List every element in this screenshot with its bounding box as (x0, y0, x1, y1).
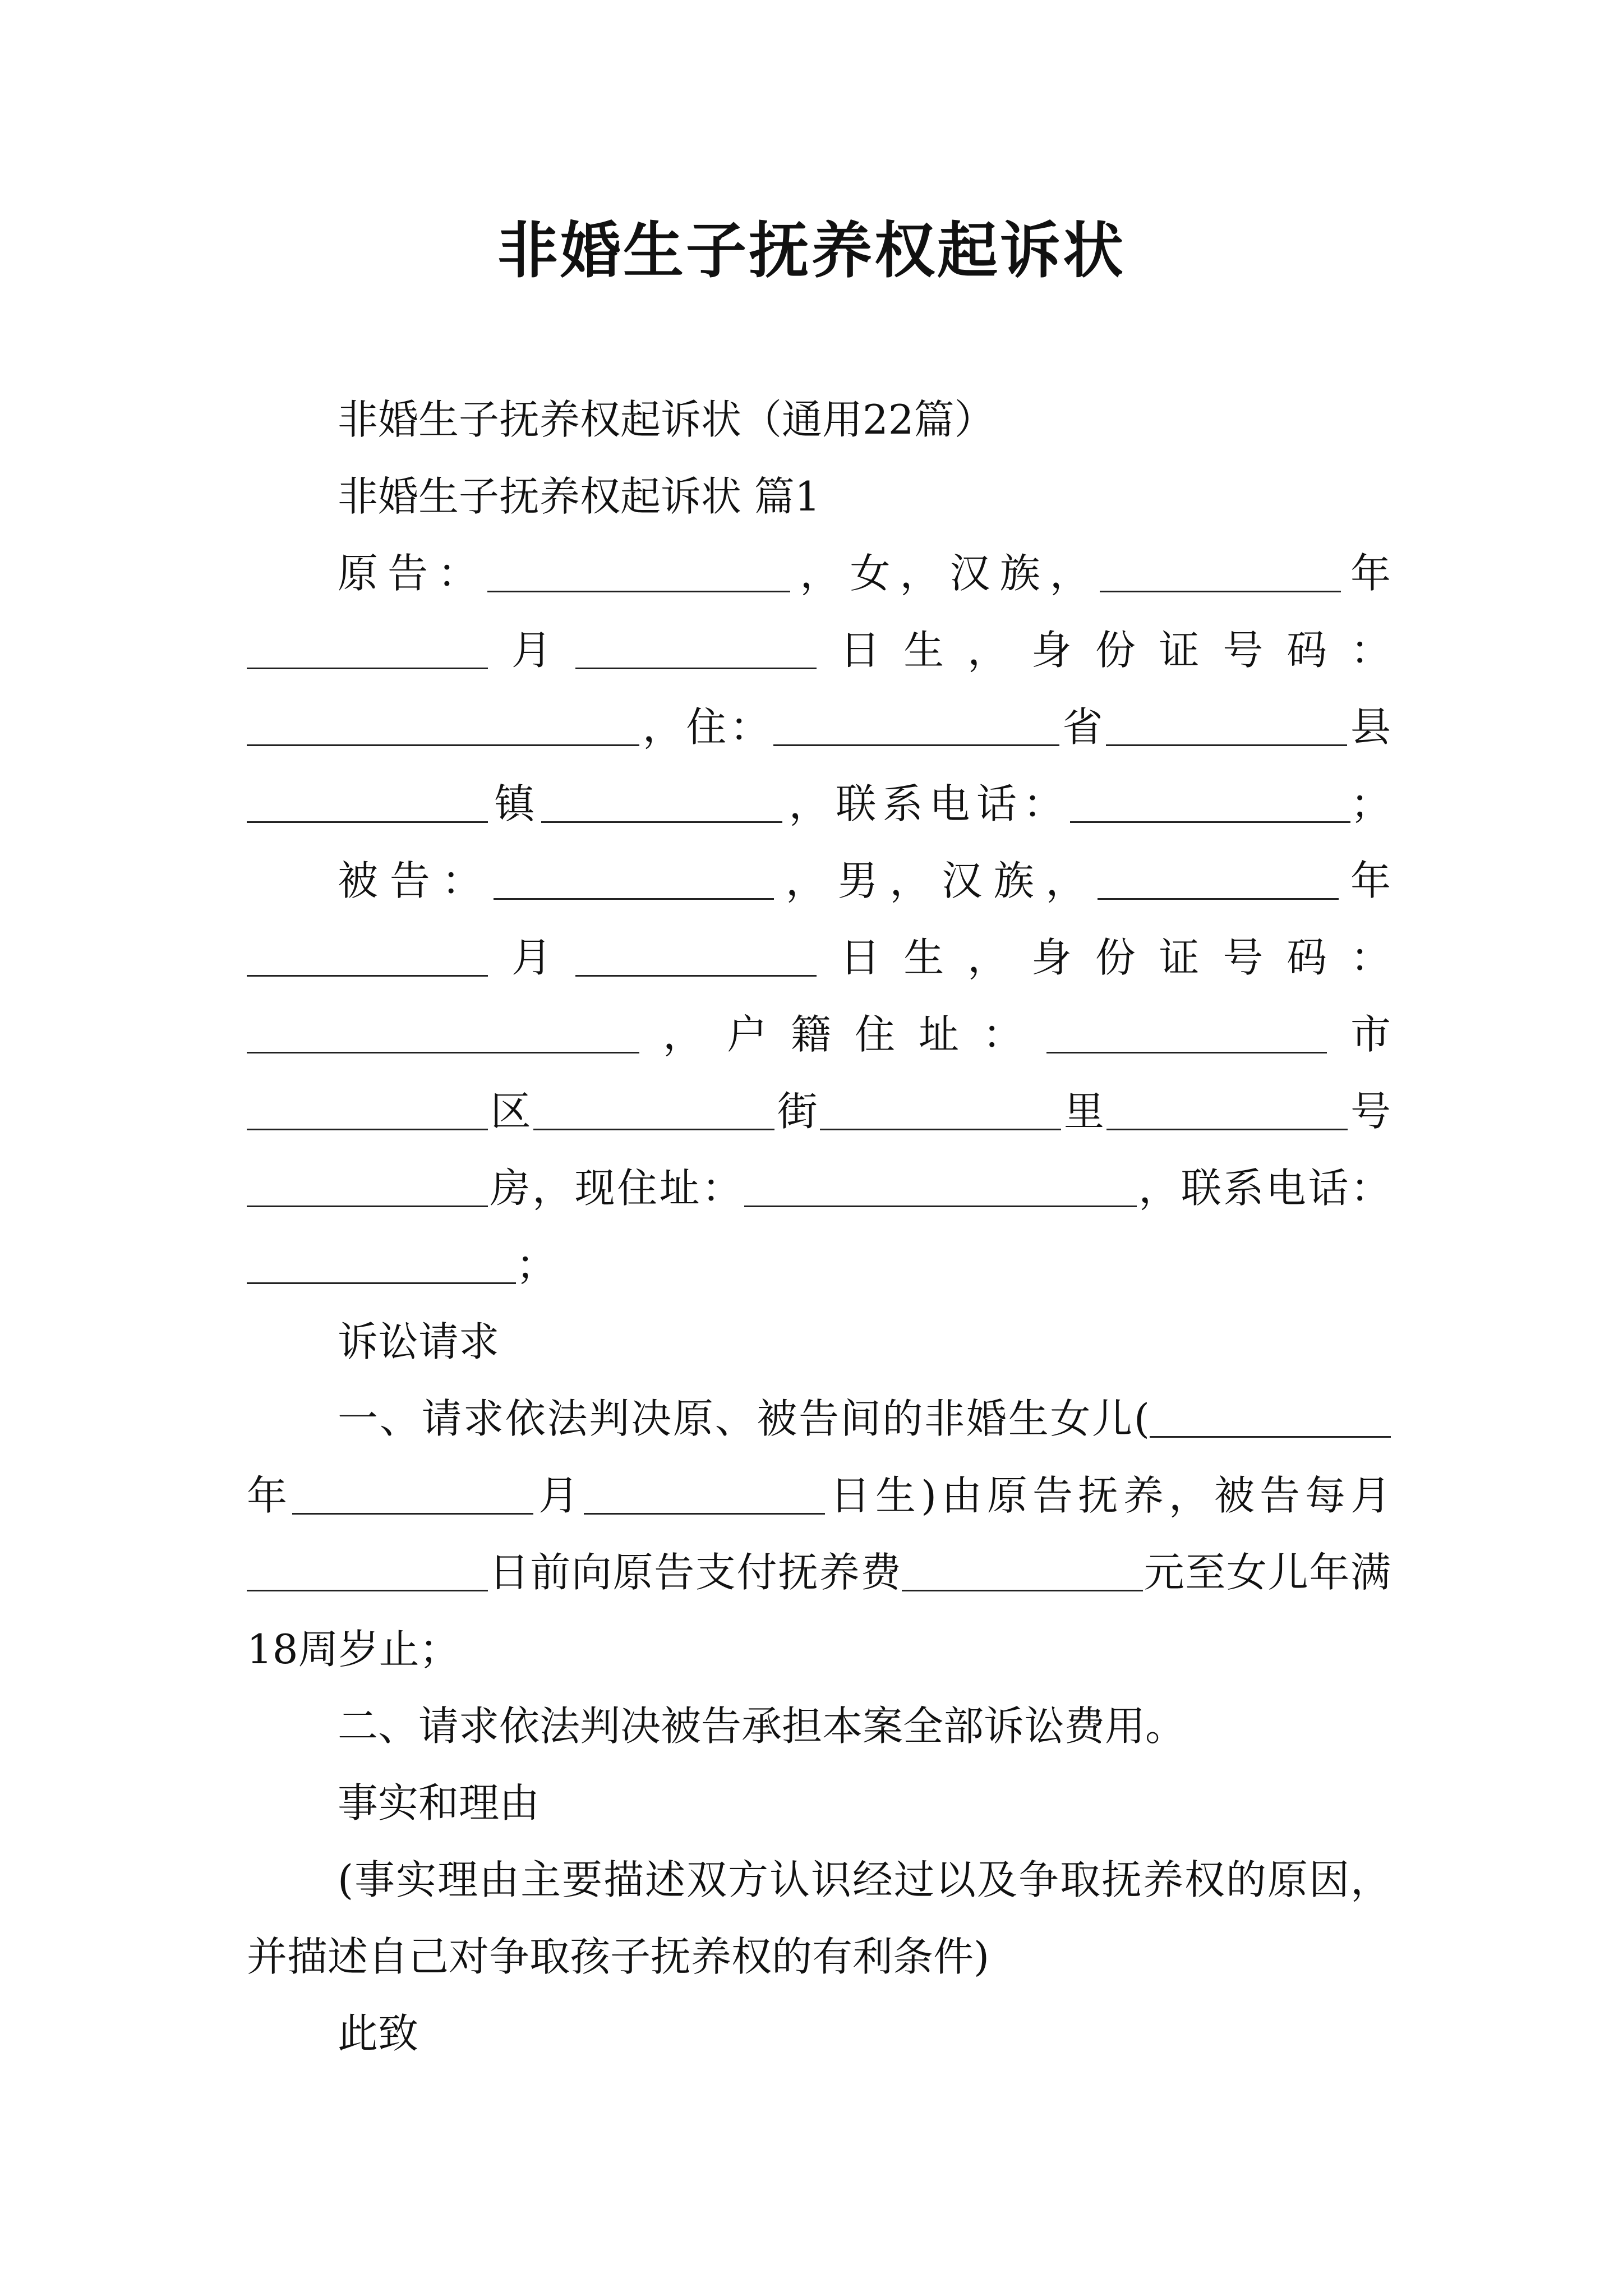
defendant-city-blank[interactable] (1046, 1013, 1327, 1053)
plaintiff-year-label: 年 (1340, 550, 1391, 597)
defendant-id-blank[interactable] (247, 1013, 639, 1053)
document-body (247, 381, 1391, 2072)
facts-note: (事实理由主要描述双方认识经过以及争取抚养权的原因，并描述自己对争取孩子抚养权的有利条件) (247, 1856, 1391, 1980)
plaintiff-month-label: 月 (488, 627, 575, 674)
defendant-end: ； (516, 1241, 557, 1289)
claim-1-month-blank[interactable] (292, 1474, 533, 1514)
claim-1-text-d: 元至女儿年满18周岁止； (247, 1549, 1391, 1673)
defendant-birth-id-label: 日生，身份证号码： (816, 934, 1391, 981)
document-title: 非婚生子抚养权起诉状 (497, 216, 1126, 286)
plaintiff-village-blank[interactable] (541, 783, 782, 822)
plaintiff-name-blank[interactable] (487, 552, 790, 592)
defendant-paragraph (247, 843, 1391, 1304)
defendant-street-blank[interactable] (533, 1090, 774, 1130)
defendant-current-address-blank[interactable] (744, 1167, 1137, 1207)
plaintiff-address-label: ，住： (639, 703, 773, 751)
plaintiff-town-label: 镇 (488, 780, 542, 827)
claim-1-amount-blank[interactable] (902, 1551, 1143, 1591)
claim-1-year-label: 年 (247, 1472, 292, 1519)
plaintiff-end: ； (1350, 780, 1391, 827)
plaintiff-county-blank[interactable] (1106, 706, 1347, 746)
plaintiff-year-blank[interactable] (1100, 552, 1341, 592)
defendant-phone-label: ，联系电话： (1136, 1165, 1391, 1212)
defendant-room-blank[interactable] (247, 1167, 488, 1207)
plaintiff-month-blank[interactable] (247, 629, 488, 669)
defendant-sex-ethnicity: ，男，汉族， (774, 857, 1098, 904)
defendant-year-blank[interactable] (1098, 859, 1339, 899)
defendant-label: 被告： (338, 857, 494, 904)
plaintiff-phone-label: ，联系电话： (782, 780, 1070, 827)
defendant-current-address-label: 房，现住址： (488, 1165, 744, 1212)
defendant-name-blank[interactable] (494, 859, 774, 899)
facts-heading: 事实和理由 (338, 1779, 540, 1826)
plaintiff-paragraph (247, 535, 1391, 843)
claim-1-text-c: 日前向原告支付抚养费 (488, 1549, 902, 1596)
claim-1-year-blank[interactable] (1150, 1397, 1391, 1437)
defendant-li-blank[interactable] (820, 1090, 1061, 1130)
document-subtitle: 非婚生子抚养权起诉状（通用22篇） (338, 396, 995, 443)
plaintiff-county-label: 县 (1347, 703, 1391, 751)
claim-2: 二、请求依法判决被告承担本案全部诉讼费用。 (338, 1703, 1186, 1750)
plaintiff-birth-id-label: 日生，身份证号码： (816, 627, 1391, 674)
plaintiff-id-blank[interactable] (247, 706, 639, 746)
defendant-number-blank[interactable] (1106, 1090, 1348, 1130)
defendant-street-label: 街 (774, 1088, 820, 1135)
defendant-li-label: 里 (1061, 1088, 1107, 1135)
claim-1 (247, 1381, 1391, 1688)
plaintiff-town-blank[interactable] (247, 783, 488, 822)
defendant-district-blank[interactable] (247, 1090, 488, 1130)
defendant-phone-blank[interactable] (247, 1244, 516, 1283)
plaintiff-day-blank[interactable] (575, 629, 817, 669)
closing: 此致 (338, 2010, 419, 2057)
defendant-registered-label: ，户籍住址： (639, 1011, 1046, 1058)
defendant-district-label: 区 (488, 1088, 534, 1135)
defendant-month-label: 月 (488, 934, 575, 981)
claim-1-payday-blank[interactable] (247, 1551, 488, 1591)
claim-1-month-label: 月 (533, 1472, 584, 1519)
claim-1-text-b: 日生)由原告抚养，被告每月 (825, 1472, 1391, 1519)
defendant-city-label: 市 (1326, 1011, 1391, 1058)
defendant-number-label: 号 (1348, 1088, 1391, 1135)
claims-heading: 诉讼请求 (338, 1318, 500, 1365)
section-heading: 非婚生子抚养权起诉状 篇1 (338, 473, 820, 520)
plaintiff-province-label: 省 (1059, 703, 1106, 751)
plaintiff-sex-ethnicity: ，女，汉族， (790, 550, 1100, 597)
defendant-day-blank[interactable] (575, 936, 817, 976)
plaintiff-province-blank[interactable] (773, 706, 1059, 746)
claim-1-text-a: 一、请求依法判决原、被告间的非婚生女儿( (338, 1395, 1150, 1442)
claim-1-day-blank[interactable] (584, 1474, 825, 1514)
plaintiff-phone-blank[interactable] (1070, 783, 1350, 822)
plaintiff-label: 原告： (338, 550, 488, 597)
defendant-year-label: 年 (1339, 857, 1391, 904)
defendant-month-blank[interactable] (247, 936, 488, 976)
